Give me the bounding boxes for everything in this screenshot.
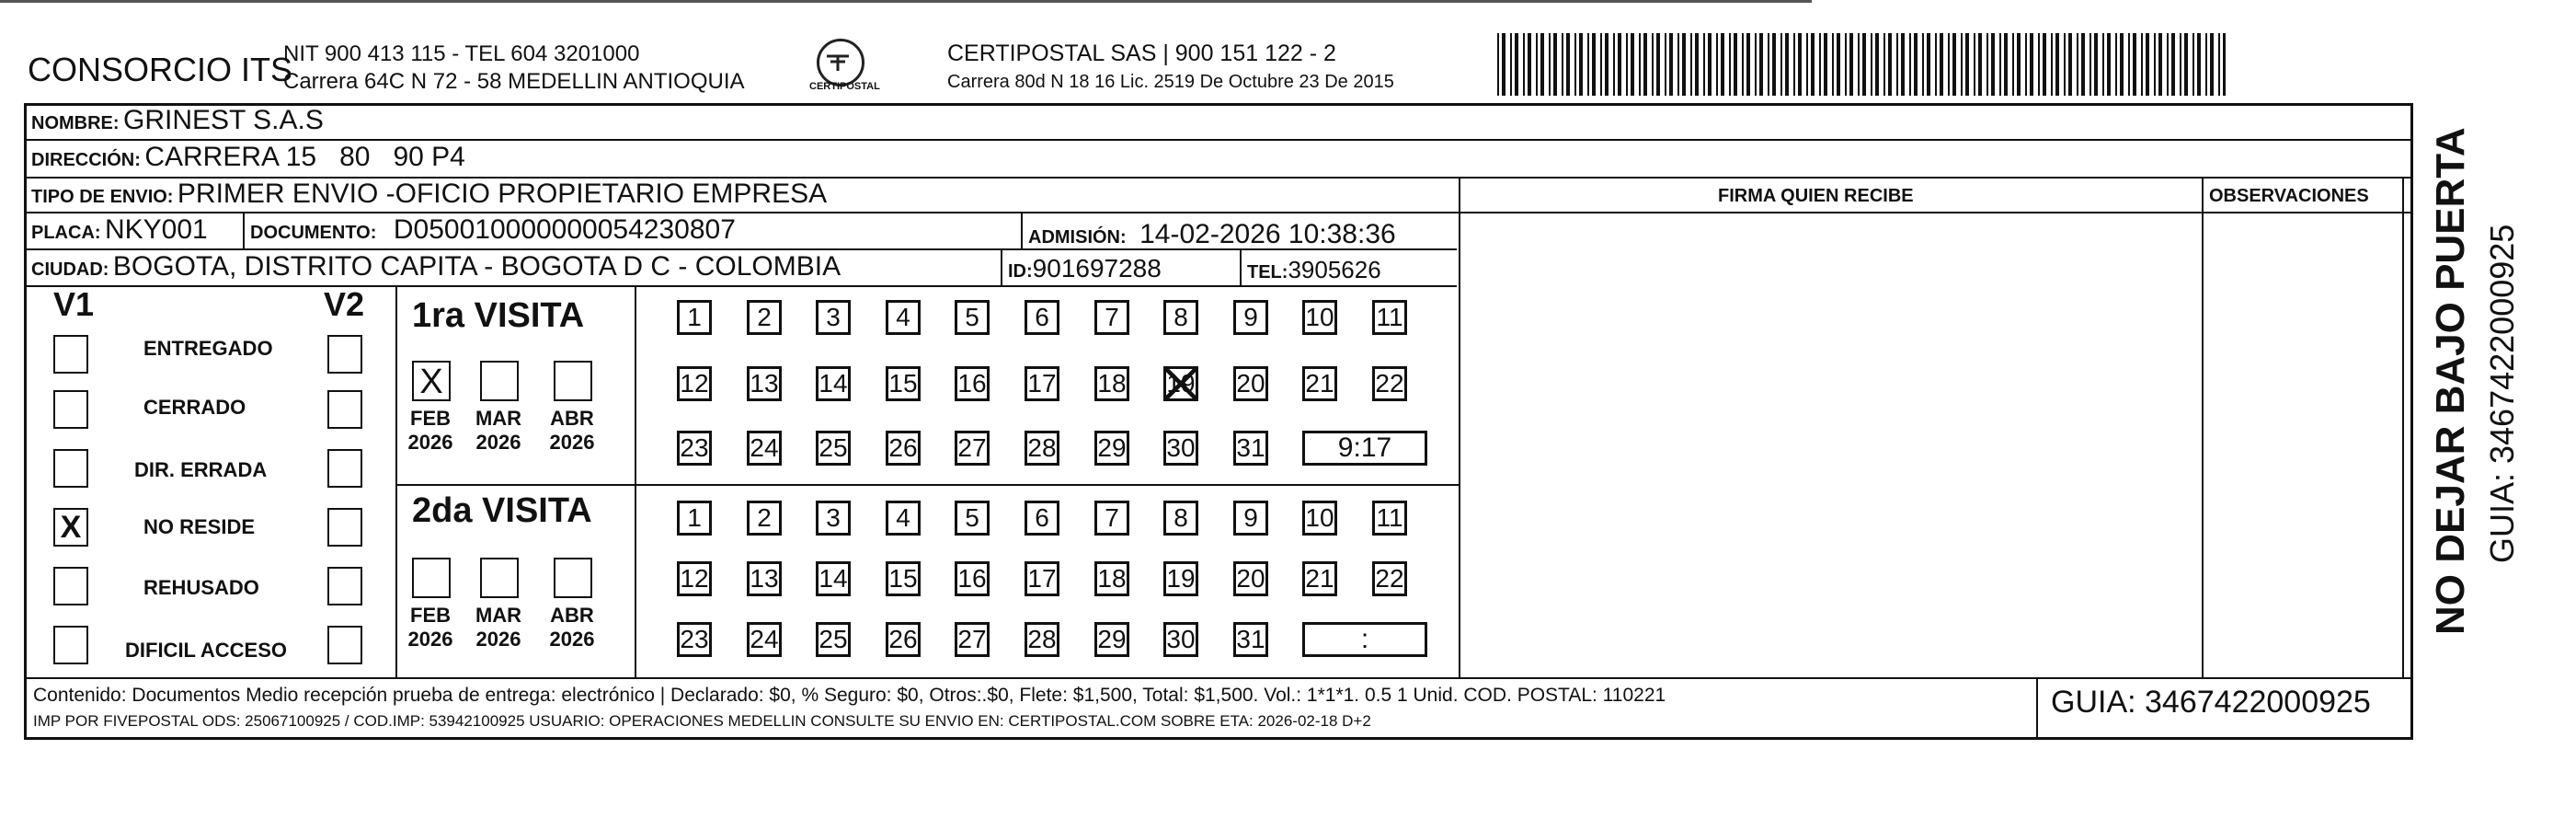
footer-divider xyxy=(26,677,2411,679)
id-label: ID: xyxy=(1008,261,1033,282)
month-name: ABR xyxy=(550,407,594,430)
day-box[interactable]: 20 xyxy=(1233,561,1268,596)
day-box[interactable]: 12 xyxy=(677,561,712,596)
col-divider xyxy=(2036,677,2038,738)
v2-checkbox[interactable] xyxy=(327,508,362,547)
documento-cell xyxy=(250,214,736,246)
v2-checkbox[interactable] xyxy=(327,626,362,664)
day-box[interactable]: 1 xyxy=(677,300,712,335)
day-box[interactable]: 28 xyxy=(1025,431,1059,466)
day-box[interactable]: 21 xyxy=(1302,561,1337,596)
nombre-label: NOMBRE: xyxy=(31,113,120,133)
placa-label: PLACA: xyxy=(31,223,101,243)
v1-checkbox[interactable] xyxy=(53,626,88,664)
documento-value: D050010000000054230807 xyxy=(393,214,736,245)
col-divider xyxy=(1459,177,1460,677)
day-box[interactable]: 28 xyxy=(1025,622,1059,657)
day-box[interactable]: 1 xyxy=(677,501,712,536)
day-box[interactable]: 24 xyxy=(747,431,782,466)
v2-checkbox[interactable] xyxy=(327,335,362,374)
second-visit-title: 2da VISITA xyxy=(412,491,592,530)
company-name: CONSORCIO ITS xyxy=(28,51,293,88)
col-divider xyxy=(1240,248,1242,285)
day-box[interactable]: 12 xyxy=(677,366,712,401)
time-box[interactable]: 9:17 xyxy=(1302,431,1427,466)
id-cell xyxy=(1008,254,1162,283)
day-box[interactable]: 4 xyxy=(886,300,921,335)
row-divider xyxy=(26,139,2411,141)
day-box[interactable]: 9 xyxy=(1233,300,1268,335)
tipo-row xyxy=(31,179,827,210)
placa-value: NKY001 xyxy=(105,214,208,245)
month-name: FEB xyxy=(410,604,451,627)
company-info xyxy=(283,40,745,96)
day-box[interactable]: 17 xyxy=(1025,561,1059,596)
day-box[interactable]: 15 xyxy=(886,366,921,401)
day-box[interactable]: 14 xyxy=(816,366,851,401)
v2-checkbox[interactable] xyxy=(327,449,362,488)
day-box[interactable]: 7 xyxy=(1094,501,1129,536)
month-name: ABR xyxy=(550,604,594,627)
day-box[interactable]: 24 xyxy=(747,622,782,657)
month-checkbox[interactable] xyxy=(412,558,451,598)
month-checkbox[interactable] xyxy=(480,361,519,401)
col-divider xyxy=(243,212,245,248)
ciudad-label: CIUDAD: xyxy=(31,259,109,280)
nombre-row xyxy=(31,105,324,136)
day-box[interactable]: 5 xyxy=(955,501,990,536)
col-divider xyxy=(1001,248,1002,285)
day-box[interactable]: 30 xyxy=(1163,431,1198,466)
day-box[interactable]: 11 xyxy=(1372,300,1407,335)
status-label: NO RESIDE xyxy=(143,515,256,538)
month-checkbox[interactable]: X xyxy=(412,361,451,401)
tel-value: 3905626 xyxy=(1288,256,1381,283)
day-box[interactable]: 9 xyxy=(1233,501,1268,536)
month-label xyxy=(403,407,458,455)
firma-header: FIRMA QUIEN RECIBE xyxy=(1718,186,1914,206)
company-address: Carrera 64C N 72 - 58 MEDELLIN ANTIOQUIA xyxy=(283,69,745,94)
status-label: DIFICIL ACCESO xyxy=(125,639,288,662)
day-box[interactable]: 3 xyxy=(816,501,851,536)
documento-label: DOCUMENTO: xyxy=(250,223,377,243)
day-box[interactable]: 27 xyxy=(955,622,990,657)
day-box[interactable]: 31 xyxy=(1233,622,1268,657)
v1-checkbox[interactable] xyxy=(53,335,88,374)
col-divider xyxy=(395,285,397,677)
day-box[interactable]: 20 xyxy=(1233,366,1268,401)
day-box[interactable]: 27 xyxy=(955,431,990,466)
tel-label: TEL: xyxy=(1247,262,1288,282)
day-box[interactable]: 3 xyxy=(816,300,851,335)
v2-checkbox[interactable] xyxy=(327,390,362,429)
day-box[interactable]: 8 xyxy=(1163,501,1198,536)
day-box[interactable]: 8 xyxy=(1163,300,1198,335)
ciudad-cell xyxy=(31,251,841,282)
col-divider xyxy=(1021,212,1023,248)
status-label: ENTREGADO xyxy=(143,337,273,360)
barcode xyxy=(1497,33,2226,96)
month-year: 2026 xyxy=(407,431,453,454)
col-divider xyxy=(2202,177,2204,677)
month-name: FEB xyxy=(410,407,451,430)
first-visit-title: 1ra VISITA xyxy=(412,296,585,335)
month-year: 2026 xyxy=(549,431,595,454)
v1-checkbox[interactable] xyxy=(53,449,88,488)
day-box[interactable]: 10 xyxy=(1302,501,1337,536)
day-box[interactable]: 30 xyxy=(1163,622,1198,657)
footer-print-info: IMP POR FIVEPOSTAL ODS: 25067100925 / COD.IMP: 53942100925 USUARIO: OPERACIONES MEDELLIN CONSULTE SU ENVIO EN: CERTIPOSTAL.COM SOBRE ETA: 2026-02-18 D+2 xyxy=(33,712,1371,730)
day-box[interactable]: 26 xyxy=(886,622,921,657)
day-box[interactable]: 13 xyxy=(747,366,782,401)
logo-text: CERTIPOSTAL xyxy=(809,81,880,92)
day-box[interactable]: 25 xyxy=(816,431,851,466)
day-box[interactable]: 14 xyxy=(816,561,851,596)
v2-header: V2 xyxy=(324,285,365,323)
day-box[interactable]: 23 xyxy=(677,431,712,466)
month-label xyxy=(403,604,458,651)
nombre-value: GRINEST S.A.S xyxy=(123,105,324,135)
day-box[interactable]: 13 xyxy=(747,561,782,596)
day-box[interactable]: 6 xyxy=(1025,501,1059,536)
month-checkbox[interactable] xyxy=(554,361,592,401)
day-box[interactable]: 16 xyxy=(955,366,990,401)
tel-cell xyxy=(1247,256,1381,284)
row-divider xyxy=(26,212,2411,213)
month-name: MAR xyxy=(475,604,522,627)
time-box[interactable]: : xyxy=(1302,622,1427,657)
admision-value: 14-02-2026 10:38:36 xyxy=(1139,219,1396,249)
day-box[interactable]: 21 xyxy=(1302,366,1337,401)
month-label xyxy=(544,407,600,455)
month-year: 2026 xyxy=(407,628,453,651)
day-box[interactable]: 18 xyxy=(1094,366,1129,401)
day-box[interactable]: 2 xyxy=(747,300,782,335)
day-box[interactable]: 15 xyxy=(886,561,921,596)
day-box[interactable]: 22 xyxy=(1372,366,1407,401)
col-divider xyxy=(2402,177,2404,677)
placa-cell xyxy=(31,214,208,246)
month-name: MAR xyxy=(475,407,522,430)
month-checkbox[interactable] xyxy=(554,558,592,598)
day-box[interactable]: 18 xyxy=(1094,561,1129,596)
certipostal-address: Carrera 80d N 18 16 Lic. 2519 De Octubre 23 De 2015 xyxy=(947,72,1394,92)
month-label xyxy=(471,407,526,455)
v1-checkbox[interactable] xyxy=(53,567,88,605)
month-label xyxy=(544,604,600,651)
day-box[interactable]: 4 xyxy=(886,501,921,536)
status-label: CERRADO xyxy=(143,396,246,419)
col-divider xyxy=(635,285,636,677)
day-box[interactable]: 26 xyxy=(886,431,921,466)
id-value: 901697288 xyxy=(1032,254,1162,282)
direccion-row xyxy=(31,142,465,173)
admision-label: ADMISIÓN: xyxy=(1028,227,1127,248)
day-box[interactable]: 19 xyxy=(1163,366,1198,401)
row-divider xyxy=(26,285,1457,287)
day-box[interactable]: 29 xyxy=(1094,622,1129,657)
certipostal-line: CERTIPOSTAL SAS | 900 151 122 - 2 xyxy=(947,40,1336,66)
day-box[interactable]: 11 xyxy=(1372,501,1407,536)
day-box[interactable]: 22 xyxy=(1372,561,1407,596)
day-box[interactable]: 16 xyxy=(955,561,990,596)
month-year: 2026 xyxy=(475,431,521,454)
day-box[interactable]: 6 xyxy=(1025,300,1059,335)
admision-cell xyxy=(1028,219,1396,250)
day-box[interactable]: 23 xyxy=(677,622,712,657)
day-box[interactable]: 7 xyxy=(1094,300,1129,335)
footer-guia: GUIA: 3467422000925 xyxy=(2051,685,2371,720)
company-nit: NIT 900 413 115 - TEL 604 3201000 xyxy=(283,41,640,66)
observaciones-header: OBSERVACIONES xyxy=(2209,186,2369,206)
visit-divider xyxy=(395,484,1459,486)
v1-checkbox[interactable] xyxy=(53,390,88,429)
v1-header: V1 xyxy=(53,285,95,323)
certipostal-logo-icon xyxy=(817,39,864,86)
status-label: DIR. ERRADA xyxy=(134,458,268,481)
tipo-value: PRIMER ENVIO -OFICIO PROPIETARIO EMPRESA xyxy=(177,179,828,209)
month-checkbox[interactable] xyxy=(480,558,519,598)
ciudad-value: BOGOTA, DISTRITO CAPITA - BOGOTA D C - COLOMBIA xyxy=(112,251,841,282)
day-box[interactable]: 10 xyxy=(1302,300,1337,335)
direccion-label: DIRECCIÓN: xyxy=(31,150,141,170)
tipo-label: TIPO DE ENVIO: xyxy=(31,187,174,207)
day-box[interactable]: 25 xyxy=(816,622,851,657)
day-box[interactable]: 17 xyxy=(1025,366,1059,401)
month-year: 2026 xyxy=(475,628,521,651)
day-box[interactable]: 29 xyxy=(1094,431,1129,466)
month-label xyxy=(471,604,526,651)
day-box[interactable]: 2 xyxy=(747,501,782,536)
direccion-value: CARRERA 15 80 90 P4 xyxy=(144,142,465,172)
day-box[interactable]: 19 xyxy=(1163,561,1198,596)
footer-contents: Contenido: Documentos Medio recepción prueba de entrega: electrónico | Declarado: $0, % Seguro: $0, Otros:.$0, Flete: $1,500, Total: $1,500. Vol.: 1*1*1. 0.5 1 Unid. COD. POSTAL: 110221 xyxy=(33,685,1666,706)
v2-checkbox[interactable] xyxy=(327,567,362,605)
month-year: 2026 xyxy=(549,628,595,651)
v1-checkbox[interactable]: X xyxy=(53,508,88,547)
day-box[interactable]: 31 xyxy=(1233,431,1268,466)
status-label: REHUSADO xyxy=(143,576,259,599)
side-guia: GUIA: 3467422000925 xyxy=(2483,224,2521,563)
top-rule xyxy=(0,0,1812,3)
day-box[interactable]: 5 xyxy=(955,300,990,335)
side-warning: NO DEJAR BAJO PUERTA xyxy=(2428,127,2473,635)
